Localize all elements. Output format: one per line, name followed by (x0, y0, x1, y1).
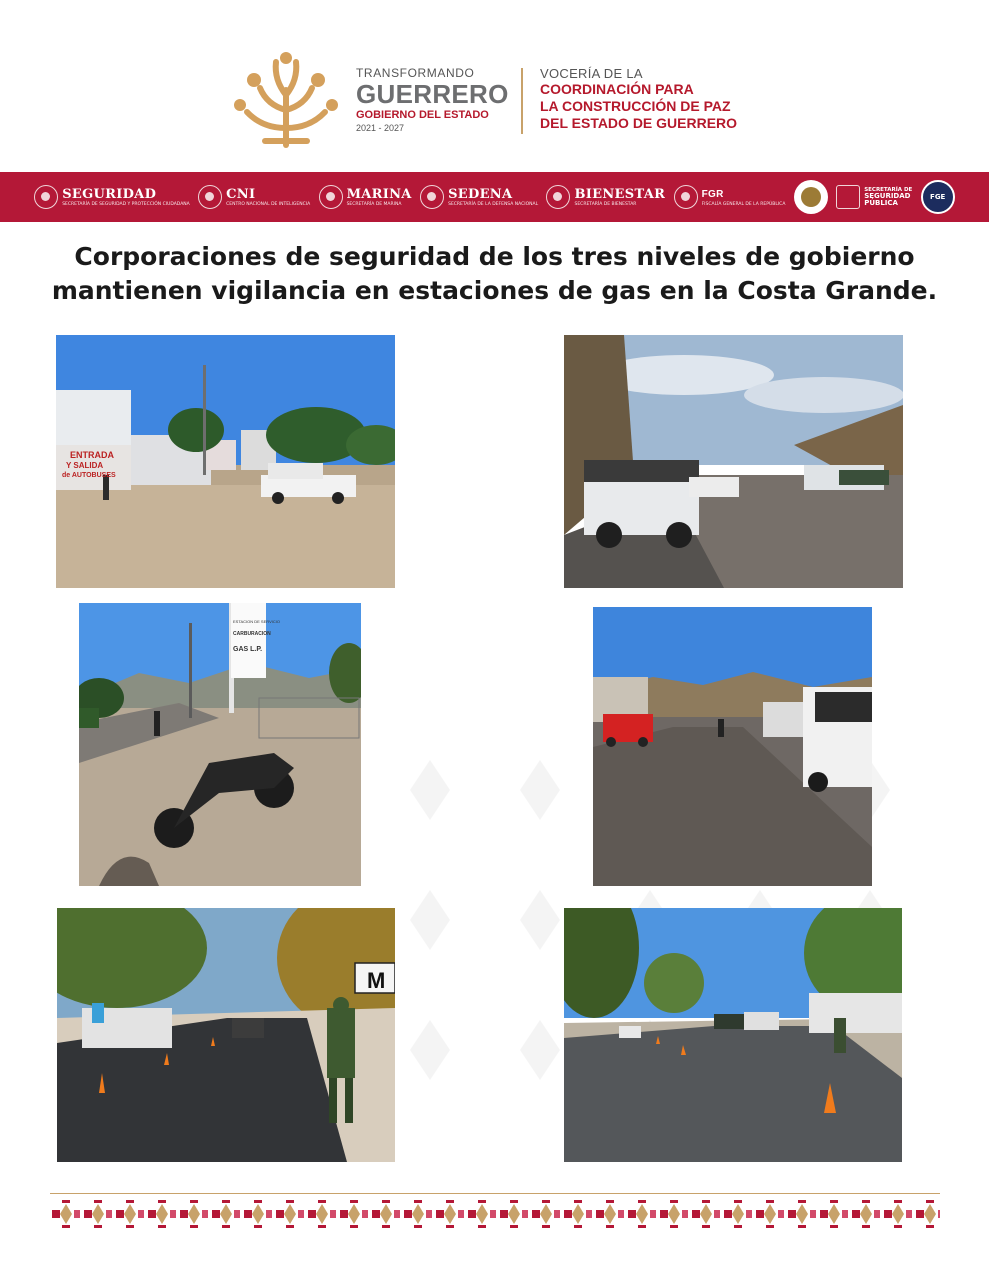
photo1-sign-line3: de AUTOBUSES (62, 472, 116, 479)
institution-seguridad-publica (836, 185, 912, 209)
sp-line2: SEGURIDAD (864, 192, 911, 200)
header-divider (521, 68, 523, 134)
voceria-line1: VOCERÍA DE LA (540, 66, 643, 81)
guerrero-mini-logo-icon (836, 185, 860, 209)
institution-sub: SECRETARÍA DE MARINA (346, 201, 402, 207)
institution-name: BIENESTAR (574, 186, 666, 202)
fge-badge-icon (921, 180, 955, 214)
institution-seguridad (34, 185, 190, 209)
institution-sub: FISCALÍA GENERAL DE LA REPÚBLICA (701, 201, 786, 207)
photo1-sign-line1: ENTRADA (70, 450, 114, 460)
guardia-nacional-badge-icon (794, 180, 828, 214)
photo1-sign-line2: Y SALIDA (66, 461, 104, 470)
institution-marina (319, 185, 412, 209)
seal-icon (546, 185, 570, 209)
institution-name: SEDENA (448, 186, 513, 202)
voceria-line4: DEL ESTADO DE GUERRERO (540, 115, 738, 131)
institution-cni (198, 185, 310, 209)
headline-line2: mantienen vigilancia en estaciones de gas en la Costa Grande. (51, 276, 938, 305)
footer-divider (50, 1193, 940, 1194)
photo-2 (564, 335, 903, 588)
institution-sub: CENTRO NACIONAL DE INTELIGENCIA (226, 201, 311, 207)
seal-icon (420, 185, 444, 209)
photo3-sign-line1: ESTACION DE SERVICIO (233, 619, 280, 624)
photo5-sign: M (367, 968, 386, 993)
institution-sedena (420, 185, 538, 209)
institution-bienestar (546, 185, 665, 209)
headline-line1: Corporaciones de seguridad de los tres niveles de gobierno (74, 242, 915, 271)
institution-name: FGR (701, 188, 724, 200)
brand-line1: TRANSFORMANDO (356, 66, 475, 80)
institution-sub: SECRETARÍA DE LA DEFENSA NACIONAL (448, 201, 539, 207)
institution-fgr (674, 185, 786, 209)
voceria-block (540, 66, 737, 132)
fge-label: FGE (930, 193, 946, 201)
seal-icon (198, 185, 222, 209)
brand-line2: GUERRERO (356, 79, 509, 109)
header (0, 0, 989, 172)
institution-name: CNI (226, 186, 256, 202)
guerrero-logo-icon (232, 50, 340, 148)
institution-sub: SECRETARÍA DE SEGURIDAD Y PROTECCIÓN CIUDADANA (62, 201, 190, 207)
voceria-line3: LA CONSTRUCCIÓN DE PAZ (540, 98, 731, 114)
institution-name: SEGURIDAD (62, 186, 157, 202)
institution-name: MARINA (346, 186, 412, 202)
photo-5 (57, 908, 395, 1162)
brand-line3: GOBIERNO DEL ESTADO (356, 109, 489, 121)
voceria-line2: COORDINACIÓN PARA (540, 81, 694, 97)
sp-line3: PÚBLICA (864, 199, 898, 207)
photo-1 (56, 335, 395, 588)
photo-4 (593, 607, 872, 886)
institution-sub: SECRETARÍA DE BIENESTAR (574, 201, 637, 207)
headline (0, 240, 989, 308)
seal-icon (674, 185, 698, 209)
photo3-sign-line3: GAS L.P. (233, 646, 263, 653)
sp-line1: SECRETARÍA DE (864, 187, 913, 193)
photo-3 (79, 603, 361, 886)
seal-icon (319, 185, 343, 209)
institutions-band (0, 172, 989, 222)
seal-icon (34, 185, 58, 209)
photo3-sign-line2: CARBURACION (233, 631, 271, 637)
brand-line4: 2021 - 2027 (356, 123, 405, 133)
brand-block (356, 66, 516, 133)
footer-embroidery-pattern-icon (50, 1200, 940, 1228)
photo-6 (564, 908, 902, 1162)
